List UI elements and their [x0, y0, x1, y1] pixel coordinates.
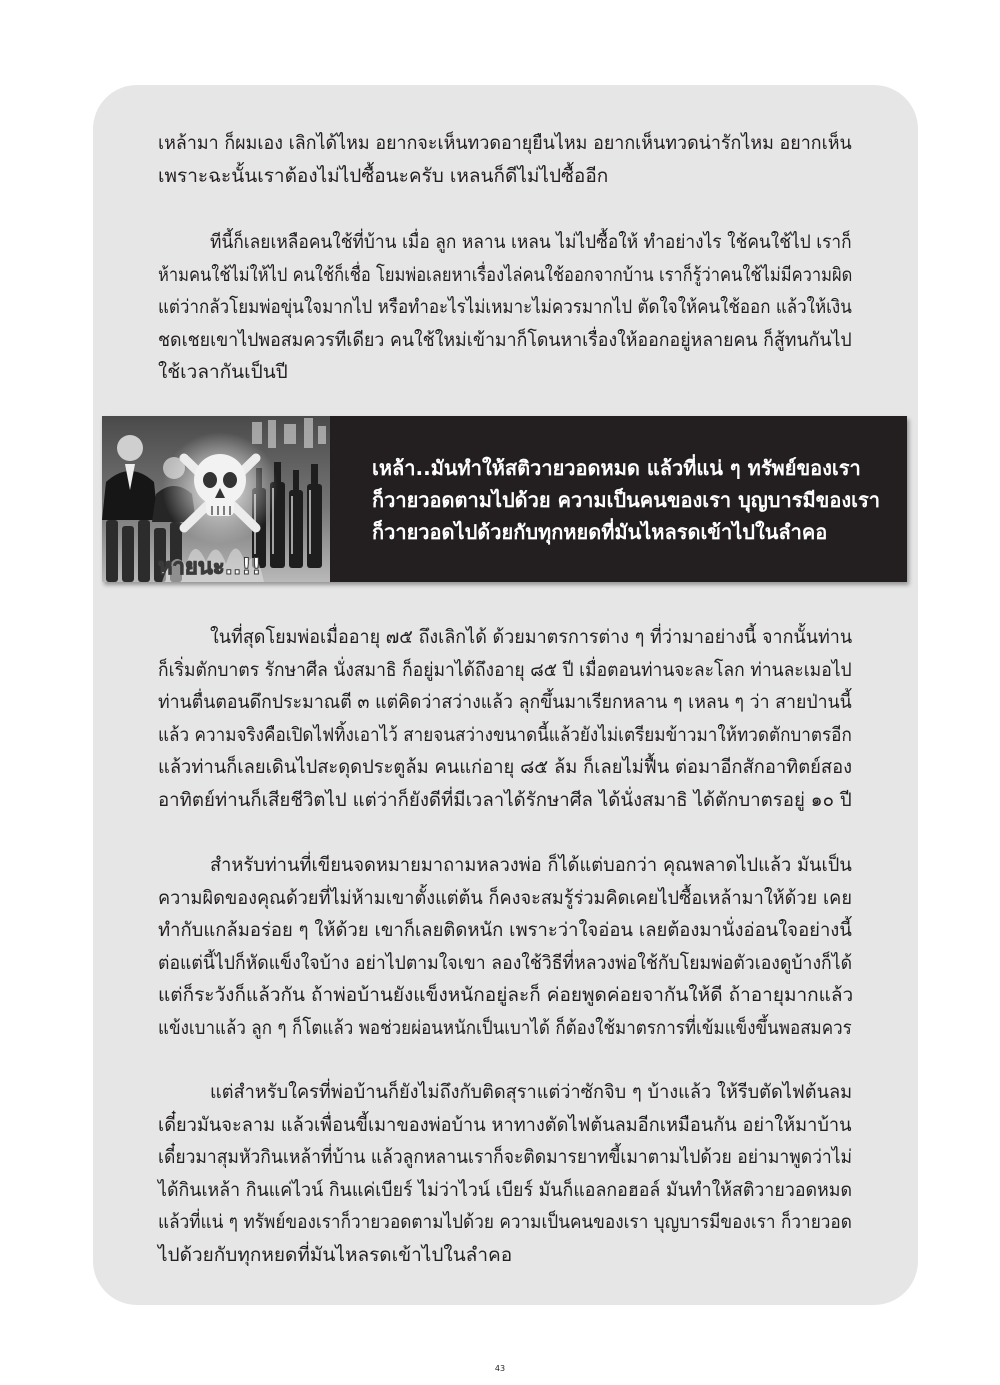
- text-line: ต่อแต่นี้ไปก็หัดแข็งใจบ้าง อย่าไปตามใจเขา ลองใช้วิธีที่หลวงพ่อใช้กับโยมพ่อตัวเองดูบ้างก็ได้: [158, 951, 853, 974]
- text-line: แต่สำหรับใครที่พ่อบ้านก็ยังไม่ถึงกับติดสุราแต่ว่าซักจิบ ๆ บ้างแล้ว ให้รีบตัดไฟต้นลม: [210, 1081, 853, 1103]
- text-line: เหล้ามา ก็ผมเอง เลิกได้ไหม อยากจะเห็นทวดอายุยืนไหม อยากเห็นทวดน่ารักไหม อยากเห็น: [158, 132, 852, 154]
- text-line: ได้กินเหล้า กินแค่ไวน์ กินแค่เบียร์ ไม่ว่าไวน์ เบียร์ มันก็แอลกอฮอล์ มันทำให้สติวายวอดหมด: [158, 1178, 853, 1201]
- text-line: เดี๋ยวมาสุมหัวกินเหล้าที่บ้าน แล้วลูกหลานเราก็จะติดมารยาทขี้เมาตามไปด้วย อย่ามาพูดว่าไม่: [158, 1146, 853, 1168]
- paragraph-1: [158, 127, 852, 192]
- text-line: แข้งเบาแล้ว ลูก ๆ ก็โตแล้ว พอช่วยผ่อนหนักเป็นเบาได้ ก็ต้องใช้มาตรการที่เข้มแข็งขึ้นพอสมควร: [158, 1016, 852, 1039]
- text-line: ใช้เวลากันเป็นปี: [158, 361, 288, 383]
- text-line: แล้วที่แน่ ๆ ทรัพย์ของเราก็วายวอดตามไปด้วย ความเป็นคนของเรา บุญบารมีของเรา ก็วายวอด: [158, 1211, 852, 1233]
- paragraph-2: [158, 226, 852, 389]
- text-line: เดี๋ยวมันจะลาม แล้วเพื่อนขี้เมาของพ่อบ้าน หาทางตัดไฟต้นลมอีกเหมือนกัน อย่าให้มาบ้าน: [158, 1113, 852, 1136]
- illustration-overlay-text: หายนะ..!!: [158, 555, 262, 580]
- paragraph-3: [158, 621, 852, 816]
- callout-line: ก็วายวอดตามไปด้วย ความเป็นคนของเรา บุญบารมีของเรา: [372, 488, 880, 512]
- text-line: ห้ามคนใช้ไม่ให้ไป คนใช้ก็เชื่อ โยมพ่อเลยหาเรื่องไล่คนใช้ออกจากบ้าน เราก็รู้ว่าคนใช้ไม่มีความผิด: [158, 263, 853, 286]
- page-number: 43: [494, 1364, 506, 1373]
- text-line: ทำกับแกล้มอร่อย ๆ ให้ด้วย เขาก็เลยติดหนัก เพราะว่าใจอ่อน เลยต้องมานั่งอ่อนใจอย่างนี้: [158, 919, 852, 941]
- callout-quote: [330, 416, 907, 582]
- text-line: ท่านตื่นตอนดึกประมาณตี ๓ แต่คิดว่าสว่างแล้ว ลุกขึ้นมาเรียกหลาน ๆ เหลน ๆ ว่า สายป่านนี้: [158, 691, 852, 713]
- text-line: ชดเชยเขาไปพอสมควรทีเดียว คนใช้ใหม่เข้ามาก็โดนหาเรื่องให้ออกอยู่หลายคน ก็สู้ทนกันไป: [158, 328, 852, 351]
- text-line: ทีนี้ก็เลยเหลือคนใช้ที่บ้าน เมื่อ ลูก หลาน เหลน ไม่ไปซื้อให้ ทำอย่างไร ใช้คนใช้ไป เราก็: [210, 231, 852, 253]
- text-line: แต่ก็ระวังก็แล้วกัน ถ้าพ่อบ้านยังแข็งหนักอยู่ละก็ ค่อยพูดค่อยจากันให้ดี ถ้าอายุมากแล้ว: [158, 984, 854, 1006]
- text-line: แต่ว่ากลัวโยมพ่อขุ่นใจมากไป หรือทำอะไรไม่เหมาะไม่ควรมากไป ตัดใจให้คนใช้ออก แล้วให้เงิน: [158, 296, 852, 318]
- text-line: สำหรับท่านที่เขียนจดหมายมาถามหลวงพ่อ ก็ได้แต่บอกว่า คุณพลาดไปแล้ว มันเป็น: [210, 854, 852, 876]
- callout-line: เหล้า..มันทำให้สติวายวอดหมด แล้วที่แน่ ๆ ทรัพย์ของเรา: [372, 456, 861, 480]
- paragraph-4: [158, 849, 852, 1044]
- text-line: ไปด้วยกับทุกหยดที่มันไหลรดเข้าไปในลำคอ: [158, 1243, 513, 1266]
- text-line: ในที่สุดโยมพ่อเมื่ออายุ ๗๕ ถึงเลิกได้ ด้วยมาตรการต่าง ๆ ที่ว่ามาอย่างนี้ จากนั้นท่าน: [210, 626, 853, 648]
- text-line: ความผิดของคุณด้วยที่ไม่ห้ามเขาตั้งแต่ต้น ก็คงจะสมรู้ร่วมคิดเคยไปซื้อเหล้ามาให้ด้วย เคย: [158, 886, 852, 909]
- text-line: อาทิตย์ท่านก็เสียชีวิตไป แต่ว่าก็ยังดีที่มีเวลาได้รักษาศีล ได้นั่งสมาธิ ได้ตักบาตรอยู่ ๑๐ ปี: [158, 788, 852, 811]
- quote-callout: [102, 416, 907, 582]
- text-line: แล้วท่านก็เลยเดินไปสะดุดประตูล้ม คนแก่อายุ ๘๕ ล้ม ก็เลยไม่ฟื้น ต่อมาอีกสักอาทิตย์สอง: [158, 756, 853, 778]
- callout-line: ก็วายวอดไปด้วยกับทุกหยดที่มันไหลรดเข้าไปในลำคอ: [372, 520, 828, 544]
- text-line: แล้ว ความจริงคือเปิดไฟทิ้งเอาไว้ สายจนสว่างขนาดนี้แล้วยังไม่เตรียมข้าวมาให้ทวดตักบาตรอีก: [158, 723, 852, 746]
- text-line: ก็เริ่มตักบาตร รักษาศีล นั่งสมาธิ ก็อยู่มาได้ถึงอายุ ๘๕ ปี เมื่อตอนท่านจะละโลก ท่านละเมอไป: [158, 658, 852, 681]
- text-line: เพราะฉะนั้นเราต้องไม่ไปซื้อนะครับ เหลนก็ดีไม่ไปซื้ออีก: [158, 164, 609, 187]
- skull-warning-illustration: [102, 416, 330, 582]
- paragraph-5: [158, 1076, 852, 1271]
